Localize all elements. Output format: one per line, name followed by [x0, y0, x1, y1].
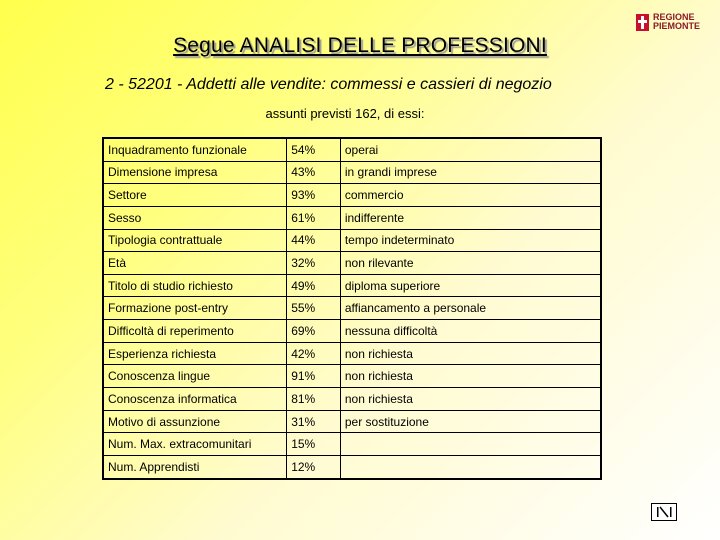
row-percentage: 42%: [287, 342, 341, 365]
row-percentage: 81%: [287, 388, 341, 411]
row-value: indifferente: [340, 206, 601, 229]
table-row: [103, 455, 601, 478]
logo-line-1: REGIONE: [653, 12, 695, 22]
row-value: non rilevante: [340, 252, 601, 275]
table-row: [103, 274, 601, 297]
row-value: [340, 433, 601, 456]
row-percentage: 31%: [287, 410, 341, 433]
row-value: affiancamento a personale: [340, 297, 601, 320]
table-row: [103, 252, 601, 275]
profession-subtitle: 2 - 52201 - Addetti alle vendite: commessi e cassieri di negozio: [105, 76, 552, 93]
table-row: [103, 388, 601, 411]
row-label: Num. Max. extracomunitari: [103, 433, 287, 456]
row-percentage: 44%: [287, 229, 341, 252]
row-label: Titolo di studio richiesto: [103, 274, 287, 297]
row-label: Dimensione impresa: [103, 161, 287, 184]
row-label: Settore: [103, 184, 287, 207]
table-row: [103, 433, 601, 456]
row-label: Esperienza richiesta: [103, 342, 287, 365]
row-percentage: 43%: [287, 161, 341, 184]
profession-analysis-table: [102, 137, 602, 480]
row-value: diploma superiore: [340, 274, 601, 297]
row-percentage: 32%: [287, 252, 341, 275]
row-percentage: 61%: [287, 206, 341, 229]
row-value: non richiesta: [340, 342, 601, 365]
row-percentage: 54%: [287, 138, 341, 161]
regione-piemonte-logo: [636, 11, 702, 33]
row-label: Conoscenza informatica: [103, 388, 287, 411]
row-value: in grandi imprese: [340, 161, 601, 184]
table-row: [103, 342, 601, 365]
row-label: Inquadramento funzionale: [103, 138, 287, 161]
return-to-start-icon: [655, 506, 673, 518]
table-row: [103, 320, 601, 343]
table-row: [103, 365, 601, 388]
row-percentage: 55%: [287, 297, 341, 320]
row-percentage: 69%: [287, 320, 341, 343]
row-value: operai: [340, 138, 601, 161]
logo-line-2: PIEMONTE: [653, 21, 701, 31]
table-row: [103, 410, 601, 433]
row-value: commercio: [340, 184, 601, 207]
table-row: [103, 206, 601, 229]
row-value: per sostituzione: [340, 410, 601, 433]
hiring-caption: assunti previsti 162, di essi:: [265, 106, 425, 121]
row-value: nessuna difficoltà: [340, 320, 601, 343]
table-row: [103, 297, 601, 320]
table-row: [103, 184, 601, 207]
row-label: Conoscenza lingue: [103, 365, 287, 388]
row-percentage: 15%: [287, 433, 341, 456]
row-value: non richiesta: [340, 365, 601, 388]
row-label: Formazione post-entry: [103, 297, 287, 320]
row-label: Sesso: [103, 206, 287, 229]
shield-icon: [636, 14, 649, 31]
row-label: Tipologia contrattuale: [103, 229, 287, 252]
row-value: [340, 455, 601, 478]
row-percentage: 12%: [287, 455, 341, 478]
row-percentage: 91%: [287, 365, 341, 388]
row-value: non richiesta: [340, 388, 601, 411]
return-to-start-button[interactable]: [651, 503, 677, 521]
row-label: Età: [103, 252, 287, 275]
table-row: [103, 229, 601, 252]
row-label: Difficoltà di reperimento: [103, 320, 287, 343]
row-label: Motivo di assunzione: [103, 410, 287, 433]
row-label: Num. Apprendisti: [103, 455, 287, 478]
table-row: [103, 138, 601, 161]
row-percentage: 93%: [287, 184, 341, 207]
row-value: tempo indeterminato: [340, 229, 601, 252]
row-percentage: 49%: [287, 274, 341, 297]
table-row: [103, 161, 601, 184]
page-title: Segue ANALISI DELLE PROFESSIONI: [173, 34, 547, 57]
